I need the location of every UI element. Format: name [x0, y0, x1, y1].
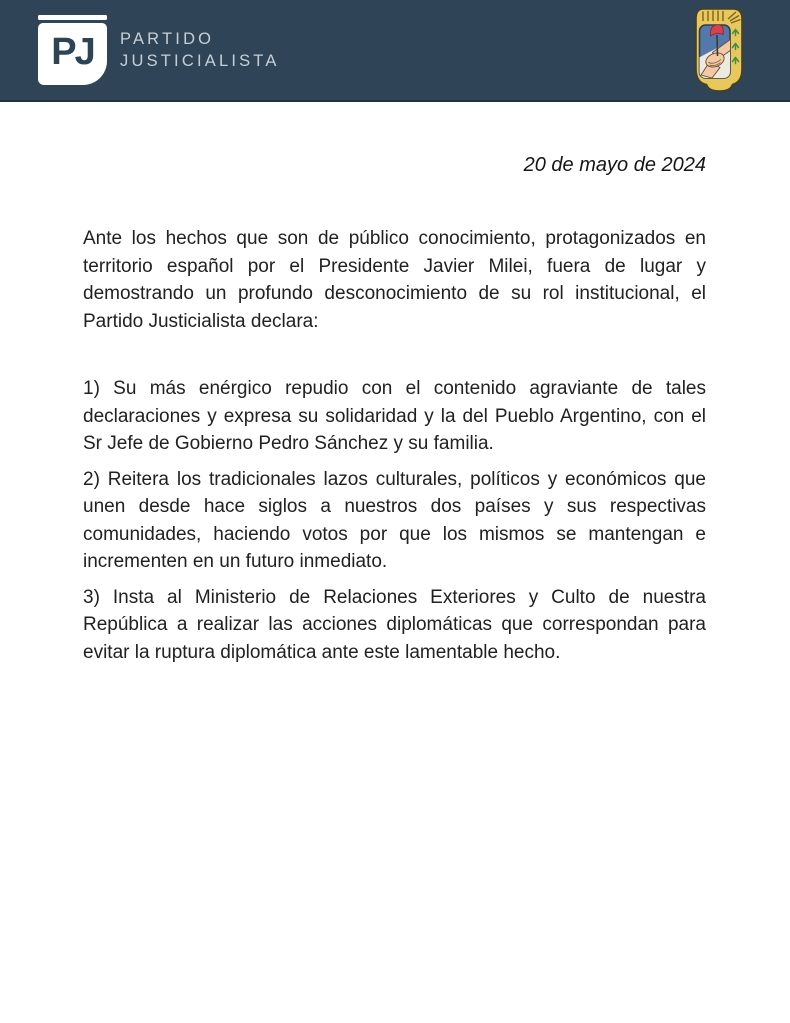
pj-logo-top-bar	[38, 15, 107, 20]
intro-paragraph: Ante los hechos que son de público conocimiento, protagonizados en territorio español por el Presidente Javier Milei, fuera de lugar y demostrando un profundo desconocimiento de su rol institucional, el Partido Justicialista declara:	[83, 228, 706, 332]
declaration-point-1: 1) Su más enérgico repudio con el contenido agraviante de tales declaraciones y expresa su solidaridad y la del Pueblo Argentino, con el Sr Jefe de Gobierno Pedro Sánchez y su familia.	[83, 378, 706, 454]
pj-logo-box	[38, 23, 107, 85]
letter-body	[0, 152, 790, 666]
pj-monogram: PJ	[51, 31, 94, 73]
declaration-point-3: 3) Insta al Ministerio de Relaciones Exteriores y Culto de nuestra República a realizar las acciones diplomáticas que correspondan para evitar la ruptura diplomática ante este lamentable hecho.	[83, 586, 706, 663]
pj-logo	[38, 15, 107, 85]
declaration-point-2: 2) Reitera los tradicionales lazos culturales, políticos y económicos que unen desde hace siglos a nuestros dos países y sus respectivas comunidades, haciendo votos por que los mismos se mantengan e incrementen en un futuro inmediato.	[83, 468, 706, 572]
brand-wordmark	[120, 28, 280, 72]
brand-line-1: PARTIDO	[120, 30, 215, 48]
brand-line-2: JUSTICIALISTA	[120, 52, 280, 70]
pj-shield-emblem-icon	[690, 6, 748, 94]
declaration-points	[83, 375, 706, 666]
header	[0, 0, 790, 102]
date-line: 20 de mayo de 2024	[523, 154, 706, 176]
